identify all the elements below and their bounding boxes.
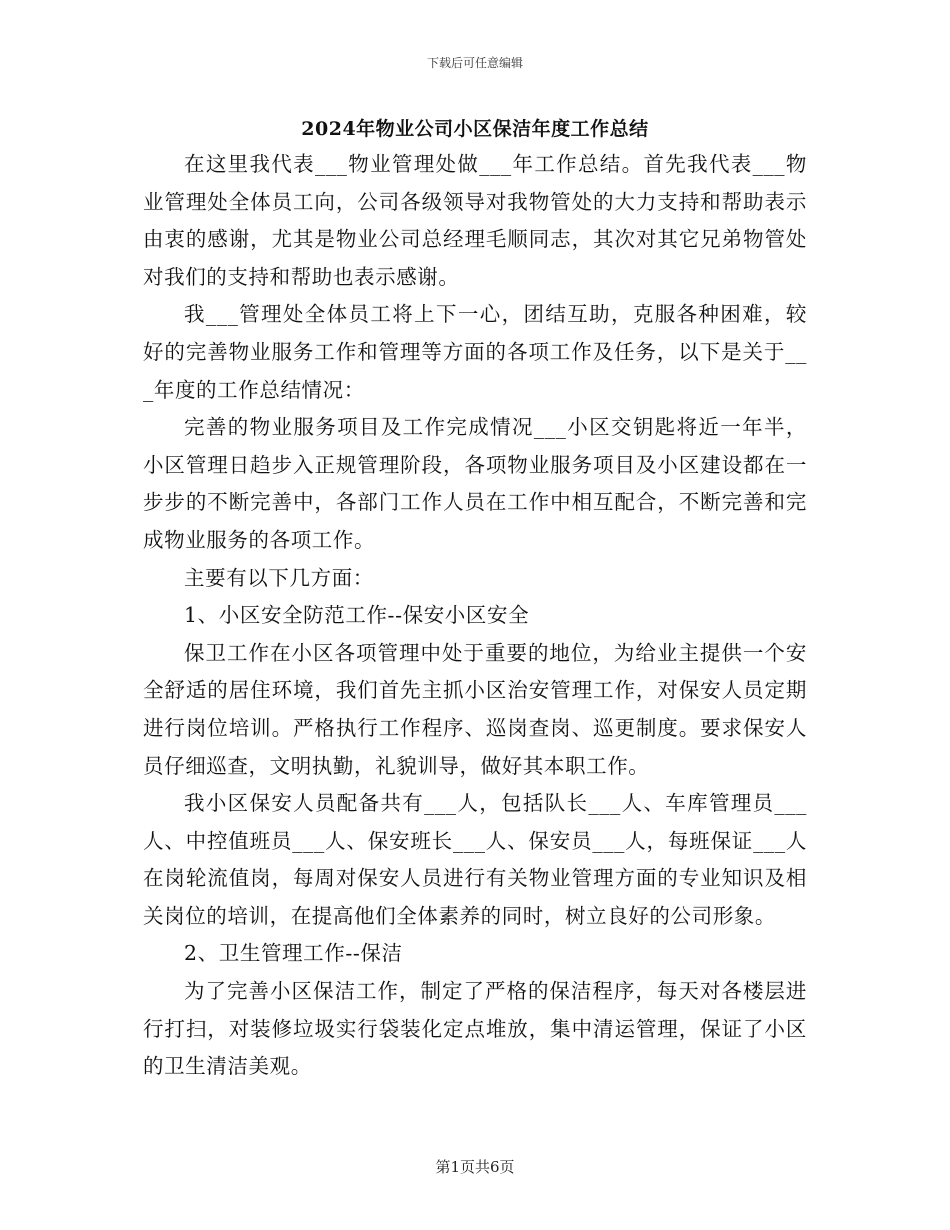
section-heading-security: 1、小区安全防范工作--保安小区安全: [184, 603, 530, 628]
page-footer: 第1页共6页: [435, 1158, 515, 1176]
paragraph-sanitation-work: 为了完善小区保洁工作，制定了严格的保洁程序，每天对各楼层进行打扫，对装修垃圾实行袋装化定点堆放，集中清运管理，保证了小区的卫生清洁美观。: [143, 979, 807, 1079]
section-heading-sanitation: 2、卫生管理工作--保洁: [184, 941, 403, 966]
paragraph-security-staffing: 我小区保安人员配备共有___人，包括队长___人、车库管理员___人、中控值班员___人、保安班长___人、保安员___人，每班保证___人在岗轮流值岗，每周对保安人员进行有关物业管理方面的专业知识及相关岗位的培训，在提高他们全体素养的同时，树立良好的公司形象。: [143, 791, 807, 928]
paragraph-main-aspects: 主要有以下几方面：: [184, 565, 374, 590]
document-title: 2024年物业公司小区保洁年度工作总结: [301, 118, 649, 140]
paragraph-security-work: 保卫工作在小区各项管理中处于重要的地位，为给业主提供一个安全舒适的居住环境，我们首先主抓小区治安管理工作，对保安人员定期进行岗位培训。严格执行工作程序、巡岗查岗、巡更制度。要求保安人员仔细巡查，文明执勤，礼貌训导，做好其本职工作。: [143, 640, 807, 778]
paragraph-team-commitment: 我___管理处全体员工将上下一心，团结互助，克服各种困难，较好的完善物业服务工作和管理等方面的各项工作及任务，以下是关于___年度的工作总结情况：: [143, 302, 807, 402]
header-note: 下载后可任意编辑: [426, 56, 523, 70]
paragraph-service-completion: 完善的物业服务项目及工作完成情况___小区交钥匙将近一年半，小区管理日趋步入正规管理阶段，各项物业服务项目及小区建设都在一步步的不断完善中，各部门工作人员在工作中相互配合，不断完善和完成物业服务的各项工作。: [143, 415, 807, 552]
paragraph-intro: 在这里我代表___物业管理处做___年工作总结。首先我代表___物业管理处全体员工向，公司各级领导对我物管处的大力支持和帮助表示由衷的感谢，尤其是物业公司总经理毛顺同志，其次对其它兄弟物管处对我们的支持和帮助也表示感谢。: [143, 152, 807, 289]
document-body: [143, 146, 807, 1086]
